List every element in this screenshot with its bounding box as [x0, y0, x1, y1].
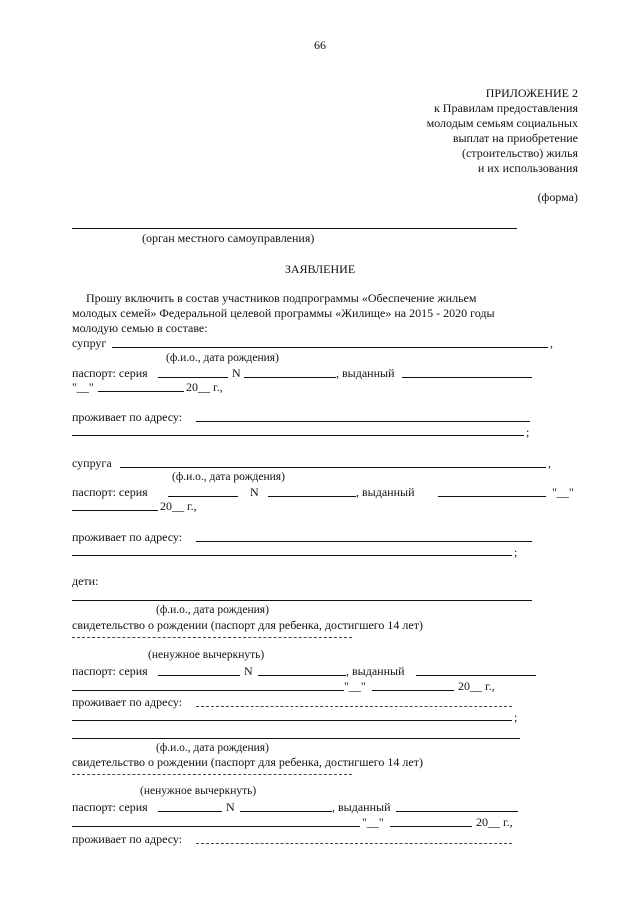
child1-issued-by-field-2[interactable] [72, 690, 344, 691]
authority-label: (орган местного самоуправления) [142, 231, 315, 245]
child1-number-sign: N [244, 664, 253, 678]
child2-issued-by-field-2[interactable] [72, 826, 360, 827]
child2-date-quote: "__" [362, 815, 384, 829]
husband-issued-by-field[interactable] [402, 377, 532, 378]
child2-address-label: проживает по адресу: [72, 832, 183, 846]
appendix-line-2: к Правилам предоставления [433, 101, 578, 115]
authority-field[interactable] [72, 228, 517, 229]
child2-issued-by-field[interactable] [396, 811, 518, 812]
child1-issue-date-field[interactable] [372, 690, 454, 691]
child2-passport-label: паспорт: серия [72, 800, 148, 814]
intro-line-3: молодую семью в составе: [72, 321, 208, 335]
husband-comma: , [550, 336, 553, 350]
child2-issue-date-field[interactable] [390, 826, 472, 827]
husband-date-quote: "__" [72, 380, 94, 394]
child2-year-label: 20__ г., [476, 815, 513, 829]
child1-year-label: 20__ г., [458, 679, 495, 693]
child2-passport-series-field[interactable] [158, 811, 222, 812]
wife-issued-label: , выданный [356, 485, 415, 499]
wife-passport-label: паспорт: серия [72, 485, 148, 499]
child1-address-field-1[interactable] [196, 706, 512, 707]
intro-line-2: молодых семей» Федеральной целевой программы «Жилище» на 2015 - 2020 годы [72, 306, 495, 320]
husband-passport-label: паспорт: серия [72, 366, 148, 380]
child1-issued-by-field[interactable] [416, 675, 536, 676]
wife-address-label: проживает по адресу: [72, 530, 183, 544]
appendix-line-4: выплат на приобретение [452, 131, 578, 145]
husband-fio-hint: (ф.и.о., дата рождения) [166, 352, 279, 364]
wife-passport-series-field[interactable] [168, 496, 238, 497]
husband-issued-label: , выданный [336, 366, 395, 380]
form-label: (форма) [537, 190, 578, 204]
child1-issued-label: , выданный [346, 664, 405, 678]
wife-year-label: 20__ г., [160, 499, 197, 513]
child1-fio-hint: (ф.и.о., дата рождения) [156, 604, 269, 616]
child1-passport-series-field[interactable] [158, 675, 240, 676]
child1-passport-label: паспорт: серия [72, 664, 148, 678]
child1-passport-number-field[interactable] [258, 675, 346, 676]
wife-address-semicolon: ; [514, 545, 518, 559]
child1-address-field-2[interactable] [72, 720, 512, 721]
child1-date-quote: "__" [344, 679, 366, 693]
wife-address-field-2[interactable] [72, 555, 512, 556]
child1-strike-note: (ненужное вычеркнуть) [148, 649, 265, 661]
husband-address-field-2[interactable] [72, 435, 524, 436]
appendix-line-5: (строительство) жилья [461, 146, 578, 160]
child2-birth-cert-label: свидетельство о рождении (паспорт для ребенка, достигшего 14 лет) [72, 755, 423, 769]
page-number: 66 [314, 38, 326, 52]
husband-year-label: 20__ г., [186, 380, 223, 394]
intro-line-1: Прошу включить в состав участников подпрограммы «Обеспечение жильем [86, 291, 477, 305]
husband-address-semicolon: ; [526, 425, 530, 439]
child2-fio-hint: (ф.и.о., дата рождения) [156, 742, 269, 754]
child2-fio-field[interactable] [72, 738, 520, 739]
husband-passport-series-field[interactable] [158, 377, 228, 378]
child2-passport-number-field[interactable] [240, 811, 332, 812]
husband-issue-date-field[interactable] [98, 391, 184, 392]
husband-passport-number-field[interactable] [244, 377, 336, 378]
wife-number-sign: N [250, 485, 259, 499]
wife-date-quote: "__" [552, 485, 574, 499]
husband-fio-field[interactable] [112, 347, 548, 348]
wife-address-field-1[interactable] [196, 541, 532, 542]
wife-passport-number-field[interactable] [268, 496, 356, 497]
child1-fio-field[interactable] [72, 600, 532, 601]
wife-issue-date-field[interactable] [72, 510, 158, 511]
child2-issued-label: , выданный [332, 800, 391, 814]
wife-fio-field[interactable] [120, 467, 546, 468]
wife-fio-hint: (ф.и.о., дата рождения) [172, 471, 285, 483]
husband-address-field-1[interactable] [196, 421, 530, 422]
children-label: дети: [72, 574, 99, 588]
husband-label: супруг [72, 336, 107, 350]
wife-comma: , [548, 456, 551, 470]
child1-doc-field[interactable] [72, 637, 352, 638]
appendix-line-6: и их использования [477, 161, 578, 175]
wife-issued-by-field[interactable] [438, 496, 546, 497]
document-title: ЗАЯВЛЕНИЕ [284, 262, 356, 276]
husband-address-label: проживает по адресу: [72, 410, 183, 424]
appendix-line-3: молодым семьям социальных [426, 116, 578, 130]
child2-strike-note: (ненужное вычеркнуть) [140, 785, 257, 797]
child1-address-semicolon: ; [514, 710, 518, 724]
child2-doc-field[interactable] [72, 774, 352, 775]
child1-birth-cert-label: свидетельство о рождении (паспорт для ребенка, достигшего 14 лет) [72, 618, 423, 632]
husband-number-sign: N [232, 366, 241, 380]
appendix-line-1: ПРИЛОЖЕНИЕ 2 [485, 86, 578, 100]
wife-label: супруга [72, 456, 112, 470]
child2-number-sign: N [226, 800, 235, 814]
child2-address-field[interactable] [196, 843, 512, 844]
child1-address-label: проживает по адресу: [72, 695, 183, 709]
